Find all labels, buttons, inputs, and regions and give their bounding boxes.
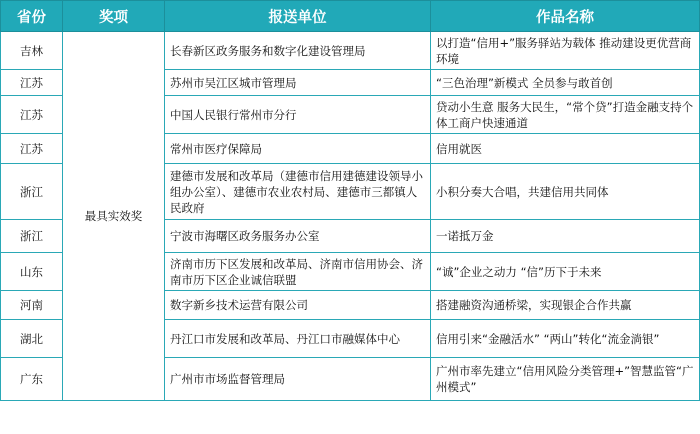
header-province: 省份 <box>1 1 63 32</box>
unit-cell: 中国人民银行常州市分行 <box>165 96 431 134</box>
work-cell: 广州市率先建立“信用风险分类管理+”智慧监管“广州模式” <box>431 358 700 401</box>
unit-cell: 常州市医疗保障局 <box>165 134 431 164</box>
unit-cell: 济南市历下区发展和改革局、济南市信用协会、济南市历下区企业诚信联盟 <box>165 253 431 291</box>
work-cell: 信用就医 <box>431 134 700 164</box>
province-cell: 浙江 <box>1 220 63 253</box>
work-cell: 搭建融资沟通桥梁，实现银企合作共赢 <box>431 291 700 320</box>
header-unit: 报送单位 <box>165 1 431 32</box>
unit-cell: 建德市发展和改革局（建德市信用建德建设领导小组办公室）、建德市农业农村局、建德市三都镇人民政府 <box>165 164 431 220</box>
unit-cell: 苏州市吴江区城市管理局 <box>165 70 431 96</box>
unit-cell: 丹江口市发展和改革局、丹江口市融媒体中心 <box>165 320 431 358</box>
province-cell: 山东 <box>1 253 63 291</box>
work-cell: 以打造“信用+”服务驿站为载体 推动建设更优营商环境 <box>431 32 700 70</box>
unit-cell: 数字新乡技术运营有限公司 <box>165 291 431 320</box>
unit-cell: 宁波市海曙区政务服务办公室 <box>165 220 431 253</box>
province-cell: 湖北 <box>1 320 63 358</box>
header-work: 作品名称 <box>431 1 700 32</box>
unit-cell: 广州市市场监督管理局 <box>165 358 431 401</box>
province-cell: 江苏 <box>1 96 63 134</box>
table-row <box>1 32 700 70</box>
province-cell: 广东 <box>1 358 63 401</box>
award-cell: 最具实效奖 <box>63 32 165 401</box>
work-cell: “三色治理”新模式 全员参与敢首创 <box>431 70 700 96</box>
province-cell: 江苏 <box>1 134 63 164</box>
province-cell: 江苏 <box>1 70 63 96</box>
province-cell: 浙江 <box>1 164 63 220</box>
work-cell: “诚”企业之动力 “信”历下于未来 <box>431 253 700 291</box>
unit-cell: 长春新区政务服务和数字化建设管理局 <box>165 32 431 70</box>
header-award: 奖项 <box>63 1 165 32</box>
table-header-row <box>1 1 700 32</box>
province-cell: 河南 <box>1 291 63 320</box>
work-cell: 贷动小生意 服务大民生，“常个贷”打造金融支持个体工商户快速通道 <box>431 96 700 134</box>
province-cell: 吉林 <box>1 32 63 70</box>
work-cell: 小积分奏大合唱，共建信用共同体 <box>431 164 700 220</box>
work-cell: 一诺抵万金 <box>431 220 700 253</box>
work-cell: 信用引来“金融活水” “两山”转化“流金淌银” <box>431 320 700 358</box>
